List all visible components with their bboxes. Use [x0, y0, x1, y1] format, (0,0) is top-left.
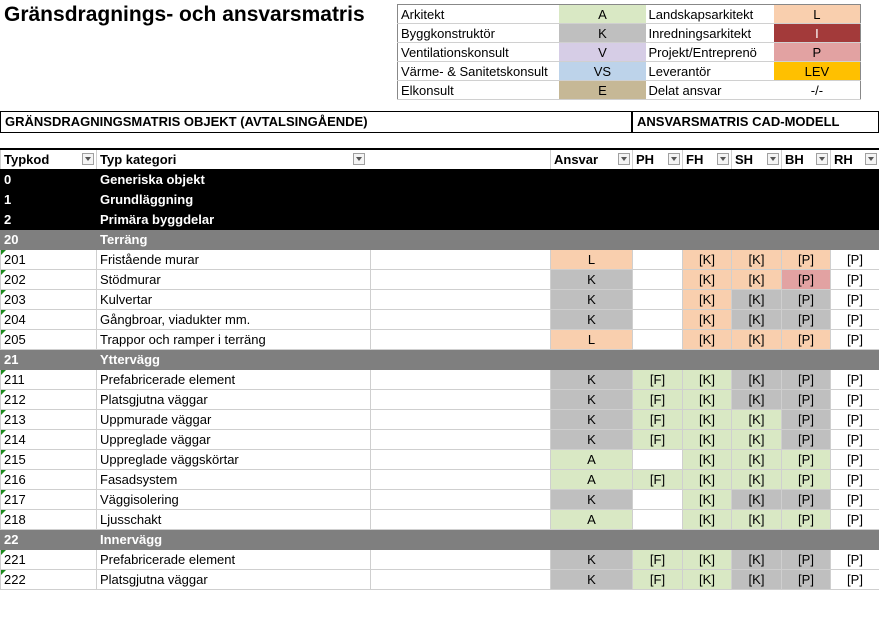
row-ph[interactable]: [F] — [633, 569, 683, 589]
row-bh[interactable]: [P] — [782, 289, 831, 309]
row-ansvar[interactable]: K — [551, 549, 633, 569]
row-ph[interactable] — [633, 249, 683, 269]
table-row — [1, 449, 879, 469]
col-ansvar[interactable]: Ansvar — [551, 149, 633, 169]
row-fh[interactable]: [K] — [683, 289, 732, 309]
legend-code: LEV — [774, 62, 861, 81]
row-ph[interactable] — [633, 269, 683, 289]
row-empty-cell[interactable] — [371, 289, 551, 309]
row-code[interactable]: 201 — [1, 249, 97, 269]
row-empty-cell[interactable] — [371, 309, 551, 329]
row-bh[interactable]: [P] — [782, 309, 831, 329]
table-row — [1, 369, 879, 389]
row-code[interactable]: 222 — [1, 569, 97, 589]
table-row — [1, 289, 879, 309]
row-code[interactable]: 217 — [1, 489, 97, 509]
row-fh[interactable]: [K] — [683, 509, 732, 529]
row-code[interactable]: 0 — [1, 169, 97, 189]
row-ph[interactable]: [F] — [633, 469, 683, 489]
row-bh[interactable]: [P] — [782, 449, 831, 469]
row-ansvar[interactable]: K — [551, 369, 633, 389]
table-row — [1, 549, 879, 569]
group-row — [1, 189, 879, 209]
row-rh[interactable]: [P] — [831, 469, 879, 489]
row-empty-cell[interactable] — [371, 329, 551, 349]
row-category[interactable]: Uppmurade väggar — [97, 409, 371, 429]
legend-name: Delat ansvar — [646, 81, 774, 100]
row-sh[interactable]: [K] — [732, 309, 782, 329]
row-code[interactable]: 214 — [1, 429, 97, 449]
row-fh[interactable]: [K] — [683, 449, 732, 469]
row-rh[interactable]: [P] — [831, 449, 879, 469]
legend-code: A — [559, 5, 645, 24]
row-empty-cell[interactable] — [371, 409, 551, 429]
row-fh[interactable]: [K] — [683, 329, 732, 349]
row-category[interactable]: Uppreglade väggar — [97, 429, 371, 449]
row-sh[interactable]: [K] — [732, 289, 782, 309]
row-sh[interactable]: [K] — [732, 549, 782, 569]
row-bh[interactable]: [P] — [782, 429, 831, 449]
table-row — [1, 409, 879, 429]
row-bh[interactable]: [P] — [782, 469, 831, 489]
row-code[interactable]: 21 — [1, 349, 97, 369]
row-fh[interactable]: [K] — [683, 249, 732, 269]
row-category[interactable]: Väggisolering — [97, 489, 371, 509]
row-bh[interactable]: [P] — [782, 409, 831, 429]
row-rh[interactable]: [P] — [831, 549, 879, 569]
filter-dropdown-icon[interactable] — [767, 153, 779, 165]
filter-dropdown-icon[interactable] — [717, 153, 729, 165]
row-bh[interactable]: [P] — [782, 249, 831, 269]
legend-name: Leverantör — [646, 62, 774, 81]
row-ansvar[interactable]: K — [551, 269, 633, 289]
row-category[interactable]: Terräng — [97, 229, 879, 249]
row-code[interactable]: 218 — [1, 509, 97, 529]
row-rh[interactable]: [P] — [831, 369, 879, 389]
row-empty-cell[interactable] — [371, 509, 551, 529]
row-category[interactable]: Yttervägg — [97, 349, 879, 369]
row-ph[interactable] — [633, 329, 683, 349]
row-empty-cell[interactable] — [371, 569, 551, 589]
row-ph[interactable] — [633, 289, 683, 309]
col-fh[interactable]: FH — [683, 149, 732, 169]
row-empty-cell[interactable] — [371, 269, 551, 289]
row-sh[interactable]: [K] — [732, 369, 782, 389]
row-fh[interactable]: [K] — [683, 489, 732, 509]
group-row — [1, 169, 879, 189]
filter-dropdown-icon[interactable] — [82, 153, 94, 165]
row-bh[interactable]: [P] — [782, 489, 831, 509]
row-empty-cell[interactable] — [371, 369, 551, 389]
row-fh[interactable]: [K] — [683, 549, 732, 569]
row-empty-cell[interactable] — [371, 489, 551, 509]
legend-name: Värme- & Sanitetskonsult — [398, 62, 560, 81]
row-ansvar[interactable]: K — [551, 409, 633, 429]
row-sh[interactable]: [K] — [732, 409, 782, 429]
legend-code: -/- — [774, 81, 861, 100]
row-category[interactable]: Grundläggning — [97, 189, 879, 209]
row-sh[interactable]: [K] — [732, 329, 782, 349]
row-bh[interactable]: [P] — [782, 569, 831, 589]
row-code[interactable]: 203 — [1, 289, 97, 309]
row-bh[interactable]: [P] — [782, 369, 831, 389]
row-code[interactable]: 1 — [1, 189, 97, 209]
row-code[interactable]: 221 — [1, 549, 97, 569]
col-kategori[interactable]: Typ kategori — [97, 149, 551, 169]
row-ansvar[interactable]: K — [551, 489, 633, 509]
row-category[interactable]: Innervägg — [97, 529, 879, 549]
row-rh[interactable]: [P] — [831, 309, 879, 329]
col-rh[interactable]: RH — [831, 149, 879, 169]
group-row — [1, 209, 879, 229]
section-title-objekt: GRÄNSDRAGNINGSMATRIS OBJEKT (AVTALSINGÅENDE) — [0, 111, 632, 133]
row-fh[interactable]: [K] — [683, 429, 732, 449]
row-ansvar[interactable]: A — [551, 469, 633, 489]
row-rh[interactable]: [P] — [831, 569, 879, 589]
row-category[interactable]: Primära byggdelar — [97, 209, 879, 229]
row-ph[interactable]: [F] — [633, 549, 683, 569]
legend-code: K — [559, 24, 645, 43]
legend-code: L — [774, 5, 861, 24]
filter-dropdown-icon[interactable] — [668, 153, 680, 165]
row-rh[interactable]: [P] — [831, 249, 879, 269]
legend-name: Arkitekt — [398, 5, 560, 24]
row-code[interactable]: 20 — [1, 229, 97, 249]
row-code[interactable]: 215 — [1, 449, 97, 469]
group-row — [1, 349, 879, 369]
row-bh[interactable]: [P] — [782, 329, 831, 349]
row-category[interactable]: Stödmurar — [97, 269, 371, 289]
row-code[interactable]: 213 — [1, 409, 97, 429]
legend-code: VS — [559, 62, 645, 81]
row-category[interactable]: Ljusschakt — [97, 509, 371, 529]
row-empty-cell[interactable] — [371, 449, 551, 469]
legend-row — [398, 43, 861, 62]
section-title-cad: ANSVARSMATRIS CAD-MODELL — [632, 111, 879, 133]
row-ansvar[interactable]: L — [551, 249, 633, 269]
row-ansvar[interactable]: A — [551, 509, 633, 529]
row-ansvar[interactable]: K — [551, 309, 633, 329]
row-ph[interactable] — [633, 449, 683, 469]
row-ansvar[interactable]: K — [551, 569, 633, 589]
table-row — [1, 269, 879, 289]
table-row — [1, 569, 879, 589]
row-empty-cell[interactable] — [371, 549, 551, 569]
row-rh[interactable]: [P] — [831, 329, 879, 349]
row-sh[interactable]: [K] — [732, 269, 782, 289]
row-sh[interactable]: [K] — [732, 489, 782, 509]
legend-row — [398, 24, 861, 43]
row-rh[interactable]: [P] — [831, 429, 879, 449]
row-category[interactable]: Platsgjutna väggar — [97, 389, 371, 409]
row-fh[interactable]: [K] — [683, 409, 732, 429]
row-empty-cell[interactable] — [371, 469, 551, 489]
row-category[interactable]: Generiska objekt — [97, 169, 879, 189]
row-sh[interactable]: [K] — [732, 449, 782, 469]
row-fh[interactable]: [K] — [683, 269, 732, 289]
row-ansvar[interactable]: K — [551, 429, 633, 449]
row-rh[interactable]: [P] — [831, 489, 879, 509]
table-row — [1, 489, 879, 509]
row-empty-cell[interactable] — [371, 429, 551, 449]
row-bh[interactable]: [P] — [782, 269, 831, 289]
filter-dropdown-icon[interactable] — [618, 153, 630, 165]
row-rh[interactable]: [P] — [831, 509, 879, 529]
row-rh[interactable]: [P] — [831, 289, 879, 309]
row-bh[interactable]: [P] — [782, 549, 831, 569]
row-code[interactable]: 212 — [1, 389, 97, 409]
legend-code: E — [559, 81, 645, 100]
row-code[interactable]: 216 — [1, 469, 97, 489]
matrix-table — [0, 148, 879, 590]
row-fh[interactable]: [K] — [683, 309, 732, 329]
row-fh[interactable]: [K] — [683, 369, 732, 389]
row-category[interactable]: Platsgjutna väggar — [97, 569, 371, 589]
row-fh[interactable]: [K] — [683, 389, 732, 409]
row-category[interactable]: Prefabricerade element — [97, 369, 371, 389]
row-ansvar[interactable]: K — [551, 389, 633, 409]
row-code[interactable]: 22 — [1, 529, 97, 549]
group-row — [1, 529, 879, 549]
row-rh[interactable]: [P] — [831, 409, 879, 429]
row-ph[interactable] — [633, 489, 683, 509]
row-fh[interactable]: [K] — [683, 469, 732, 489]
table-row — [1, 389, 879, 409]
row-category[interactable]: Trappor och ramper i terräng — [97, 329, 371, 349]
row-category[interactable]: Gångbroar, viadukter mm. — [97, 309, 371, 329]
table-row — [1, 309, 879, 329]
col-bh[interactable]: BH — [782, 149, 831, 169]
table-row — [1, 329, 879, 349]
row-ph[interactable]: [F] — [633, 429, 683, 449]
row-category[interactable]: Prefabricerade element — [97, 549, 371, 569]
row-ansvar[interactable]: A — [551, 449, 633, 469]
row-code[interactable]: 204 — [1, 309, 97, 329]
legend-code: V — [559, 43, 645, 62]
row-category[interactable]: Uppreglade väggskörtar — [97, 449, 371, 469]
row-sh[interactable]: [K] — [732, 469, 782, 489]
col-typkod[interactable]: Typkod — [1, 149, 97, 169]
legend-row — [398, 81, 861, 100]
table-row — [1, 249, 879, 269]
legend-name: Elkonsult — [398, 81, 560, 100]
row-sh[interactable]: [K] — [732, 389, 782, 409]
row-ph[interactable] — [633, 509, 683, 529]
row-ph[interactable]: [F] — [633, 369, 683, 389]
row-category[interactable]: Fasadsystem — [97, 469, 371, 489]
row-ansvar[interactable]: L — [551, 329, 633, 349]
row-category[interactable]: Fristående murar — [97, 249, 371, 269]
row-bh[interactable]: [P] — [782, 509, 831, 529]
group-row — [1, 229, 879, 249]
row-code[interactable]: 211 — [1, 369, 97, 389]
filter-dropdown-icon[interactable] — [816, 153, 828, 165]
header-row — [1, 149, 879, 169]
legend-code: I — [774, 24, 861, 43]
legend-name: Projekt/Entreprenö — [646, 43, 774, 62]
row-code[interactable]: 202 — [1, 269, 97, 289]
filter-dropdown-icon[interactable] — [865, 153, 877, 165]
row-ph[interactable] — [633, 309, 683, 329]
row-empty-cell[interactable] — [371, 249, 551, 269]
legend-name: Ventilationskonsult — [398, 43, 560, 62]
col-sh[interactable]: SH — [732, 149, 782, 169]
row-rh[interactable]: [P] — [831, 389, 879, 409]
legend-row — [398, 62, 861, 81]
col-ph[interactable]: PH — [633, 149, 683, 169]
table-row — [1, 469, 879, 489]
legend-row — [398, 5, 861, 24]
legend-name: Inredningsarkitekt — [646, 24, 774, 43]
row-ansvar[interactable]: K — [551, 289, 633, 309]
table-row — [1, 429, 879, 449]
row-bh[interactable]: [P] — [782, 389, 831, 409]
legend-name: Byggkonstruktör — [398, 24, 560, 43]
row-sh[interactable]: [K] — [732, 249, 782, 269]
legend-code: P — [774, 43, 861, 62]
filter-dropdown-icon[interactable] — [353, 153, 365, 165]
row-rh[interactable]: [P] — [831, 269, 879, 289]
row-code[interactable]: 2 — [1, 209, 97, 229]
row-ph[interactable]: [F] — [633, 409, 683, 429]
row-sh[interactable]: [K] — [732, 509, 782, 529]
legend-table — [397, 4, 861, 100]
legend-name: Landskapsarkitekt — [646, 5, 774, 24]
row-category[interactable]: Kulvertar — [97, 289, 371, 309]
table-row — [1, 509, 879, 529]
row-sh[interactable]: [K] — [732, 569, 782, 589]
row-fh[interactable]: [K] — [683, 569, 732, 589]
page-title: Gränsdragnings- och ansvarsmatris — [4, 3, 365, 26]
row-code[interactable]: 205 — [1, 329, 97, 349]
row-empty-cell[interactable] — [371, 389, 551, 409]
row-ph[interactable]: [F] — [633, 389, 683, 409]
row-sh[interactable]: [K] — [732, 429, 782, 449]
